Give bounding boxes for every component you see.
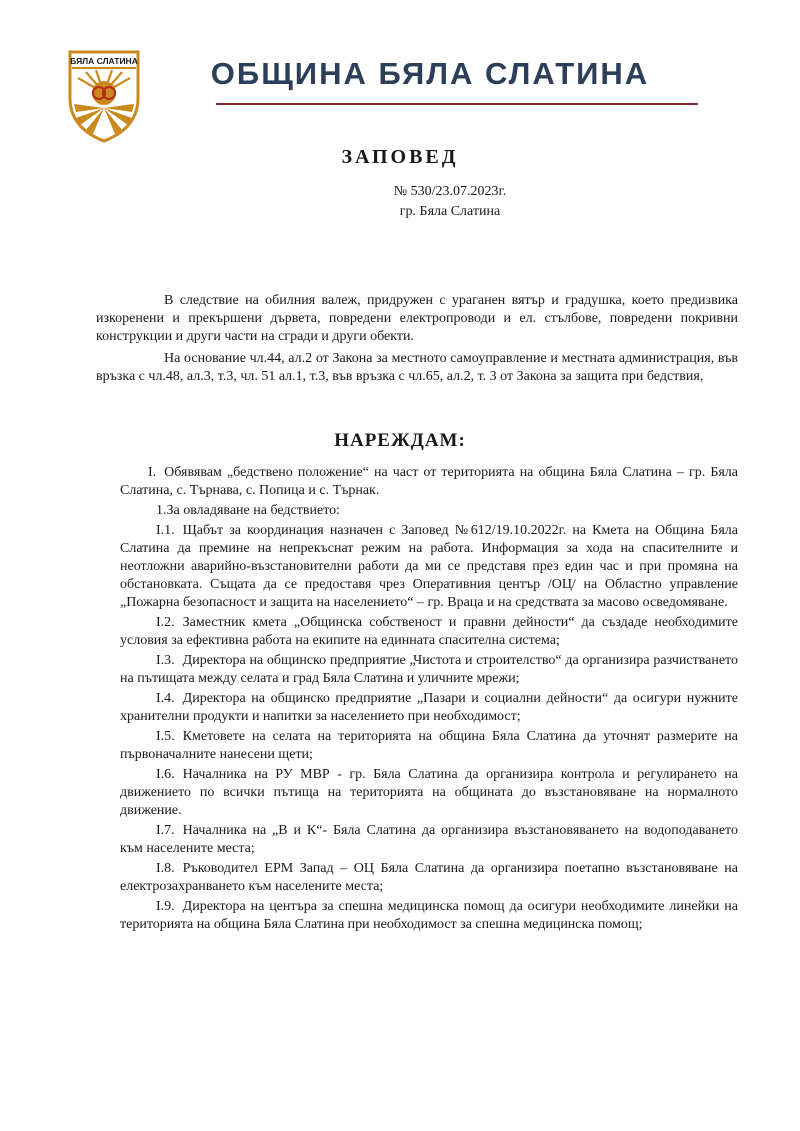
order-item-1 [120, 464, 738, 500]
order-item-1-8 [120, 860, 738, 896]
logo-text: БЯЛА СЛАТИНА [70, 56, 138, 66]
item-text: Ръководител ЕРМ Запад – ОЦ Бяла Слатина да организира поетапно възстановяване на електрозахранването към населените места; [120, 861, 738, 894]
order-item-1-2 [120, 614, 738, 650]
item-text: Директора на общинско предприятие „Чистота и строителство“ да организира разчистването на пътищата между селата и град Бяла Слатина и уличните мрежи; [120, 653, 738, 686]
item-number: I.4. [156, 691, 175, 706]
item-number: I.6. [156, 767, 175, 782]
order-items [120, 464, 738, 936]
item-text: Началника на „В и К“- Бяла Слатина да организира възстановяването на водоподаването към населените места; [120, 823, 738, 856]
order-heading: НАРЕЖДАМ: [334, 430, 466, 451]
order-item-1-6 [120, 766, 738, 820]
item-number: I.8. [156, 861, 175, 876]
item-text: Кметовете на селата на територията на община Бяла Слатина да уточнят размерите на първоначалните нанесени щети; [120, 729, 738, 762]
item-text: Директора на общинско предприятие „Пазари и социални дейности“ да осигури нужните хранителни продукти и напитки за населението при необходимост; [120, 691, 738, 724]
order-item-subheading [120, 502, 738, 520]
item-number: I. [148, 465, 157, 480]
item-text: Директора на центъра за спешна медицинска помощ да осигури необходимите линейки на територията на община Бяла Слатина при необходимост за спешна медицинска помощ; [120, 899, 738, 932]
order-item-1-1 [120, 522, 738, 612]
document-number: № 530/23.07.2023г. [393, 184, 507, 199]
item-text: Щабът за координация назначен с Заповед №612/19.10.2022г. на Кмета на Община Бяла Слатина да премине на непрекъснат режим на работа. Информация за хода на спасителните и неотложни аварийно-възстановителни работи да ми се представя през един час и при промяна на обстановката. Същата да се предоставя чрез Оперативния център /ОЦ/ на Областно управление „Пожарна безопасност и защита на населението“ – гр. Враца и на средствата за масово осведомяване. [120, 523, 738, 610]
item-number: I.9. [156, 899, 175, 914]
order-item-1-7 [120, 822, 738, 858]
intro-paragraph-2: На основание чл.44, ал.2 от Закона за местното самоуправление и местната администрация, във връзка с чл.48, ал.3, т.3, чл. 51 ал.1, т.3, във връзка с чл.65, ал.2, т. 3 от Закона за защита при бедствия, [96, 351, 738, 384]
item-number: I.7. [156, 823, 175, 838]
item-text: Началника на РУ МВР - гр. Бяла Слатина да организира контрола и регулирането на движението по всички пътища на територията на общината до възстановяване на нормалното движение. [120, 767, 738, 818]
municipality-title: ОБЩИНА БЯЛА СЛАТИНА [210, 56, 650, 91]
item-number: I.5. [156, 729, 175, 744]
item-number: I.1. [156, 523, 175, 538]
item-number: I.2. [156, 615, 175, 630]
order-item-1-9 [120, 898, 738, 934]
intro-paragraph-1: В следствие на обилния валеж, придружен с ураганен вятър и градушка, което предизвика изкоренени и прекършени дървета, повредени електропроводи и ел. стълбове, повредени покривни конструкции и други части на сгради и други обекти. [96, 293, 738, 344]
header-rule [216, 103, 698, 105]
order-item-1-5 [120, 728, 738, 764]
municipality-coat-of-arms [66, 48, 142, 144]
item-number: I.3. [156, 653, 175, 668]
document-city: гр. Бяла Слатина [399, 204, 501, 219]
order-item-1-3 [120, 652, 738, 688]
order-item-1-4 [120, 690, 738, 726]
item-text: Обявявам „бедствено положение“ на част от територията на община Бяла Слатина – гр. Бяла Слатина, с. Търнава, с. Попица и с. Търнак. [120, 465, 738, 498]
item-text: Заместник кмета „Общинска собственост и правни дейности“ да създаде необходимите условия за ефективна работа на екипите на единната спасителна система; [120, 615, 738, 648]
document-title: ЗАПОВЕД [341, 146, 459, 168]
item-text: 1.За овладяване на бедствието: [156, 503, 341, 518]
